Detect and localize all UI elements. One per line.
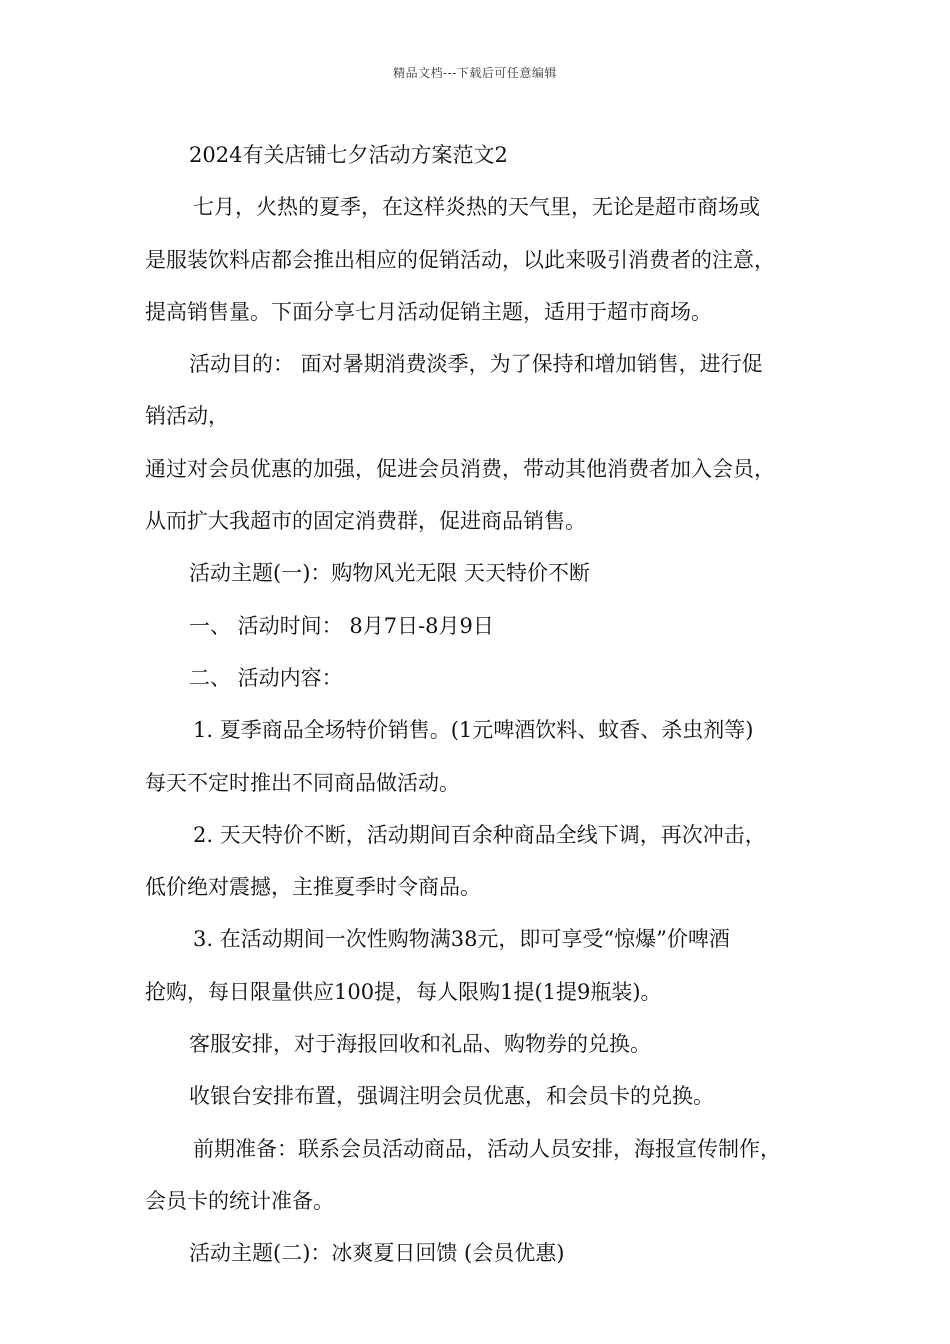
section-heading: 活动主题(一)：购物风光无限 天天特价不断 (189, 561, 591, 586)
paragraph-line: 销活动， (145, 404, 229, 429)
list-item: 一、 活动时间： 8月7日-8月9日 (189, 613, 494, 638)
page-header: 精品文档---下载后可任意编辑 (393, 66, 557, 80)
paragraph-line: 提高销售量。下面分享七月活动促销主题，适用于超市商场。 (145, 299, 712, 324)
paragraph-line: 是服装饮料店都会推出相应的促销活动，以此来吸引消费者的注意， (145, 247, 775, 272)
paragraph-line: 从而扩大我超市的固定消费群，促进商品销售。 (145, 509, 586, 534)
paragraph-line: 七月，火热的夏季，在这样炎热的天气里，无论是超市商场或 (193, 195, 760, 220)
list-item: 2. 天天特价不断，活动期间百余种商品全线下调，再次冲击， (193, 822, 766, 847)
list-item: 二、 活动内容： (189, 665, 343, 690)
paragraph-line: 会员卡的统计准备。 (145, 1188, 334, 1213)
document-title: 2024有关店铺七夕活动方案范文2 (189, 143, 508, 167)
paragraph-line: 前期准备：联系会员活动商品，活动人员安排，海报宣传制作， (193, 1136, 781, 1161)
paragraph-line: 通过对会员优惠的加强，促进会员消费，带动其他消费者加入会员， (145, 456, 775, 481)
paragraph-line: 客服安排，对于海报回收和礼品、购物券的兑换。 (189, 1032, 651, 1057)
paragraph-line: 每天不定时推出不同商品做活动。 (145, 770, 460, 795)
section-heading: 活动主题(二)：冰爽夏日回馈 (会员优惠) (189, 1241, 565, 1266)
list-item: 1. 夏季商品全场特价销售。(1元啤酒饮料、蚊香、杀虫剂等) (193, 718, 754, 743)
list-item: 3. 在活动期间一次性购物满38元，即可享受“惊爆”价啤酒 (193, 927, 730, 952)
document-body (145, 138, 825, 1289)
paragraph-line: 活动目的： 面对暑期消费淡季，为了保持和增加销售，进行促 (189, 352, 763, 377)
paragraph-line: 抢购，每日限量供应100提，每人限购1提(1提9瓶装)。 (145, 979, 662, 1004)
paragraph-line: 收银台安排布置，强调注明会员优惠，和会员卡的兑换。 (189, 1084, 714, 1109)
paragraph-line: 低价绝对震撼，主推夏季时令商品。 (145, 875, 481, 900)
